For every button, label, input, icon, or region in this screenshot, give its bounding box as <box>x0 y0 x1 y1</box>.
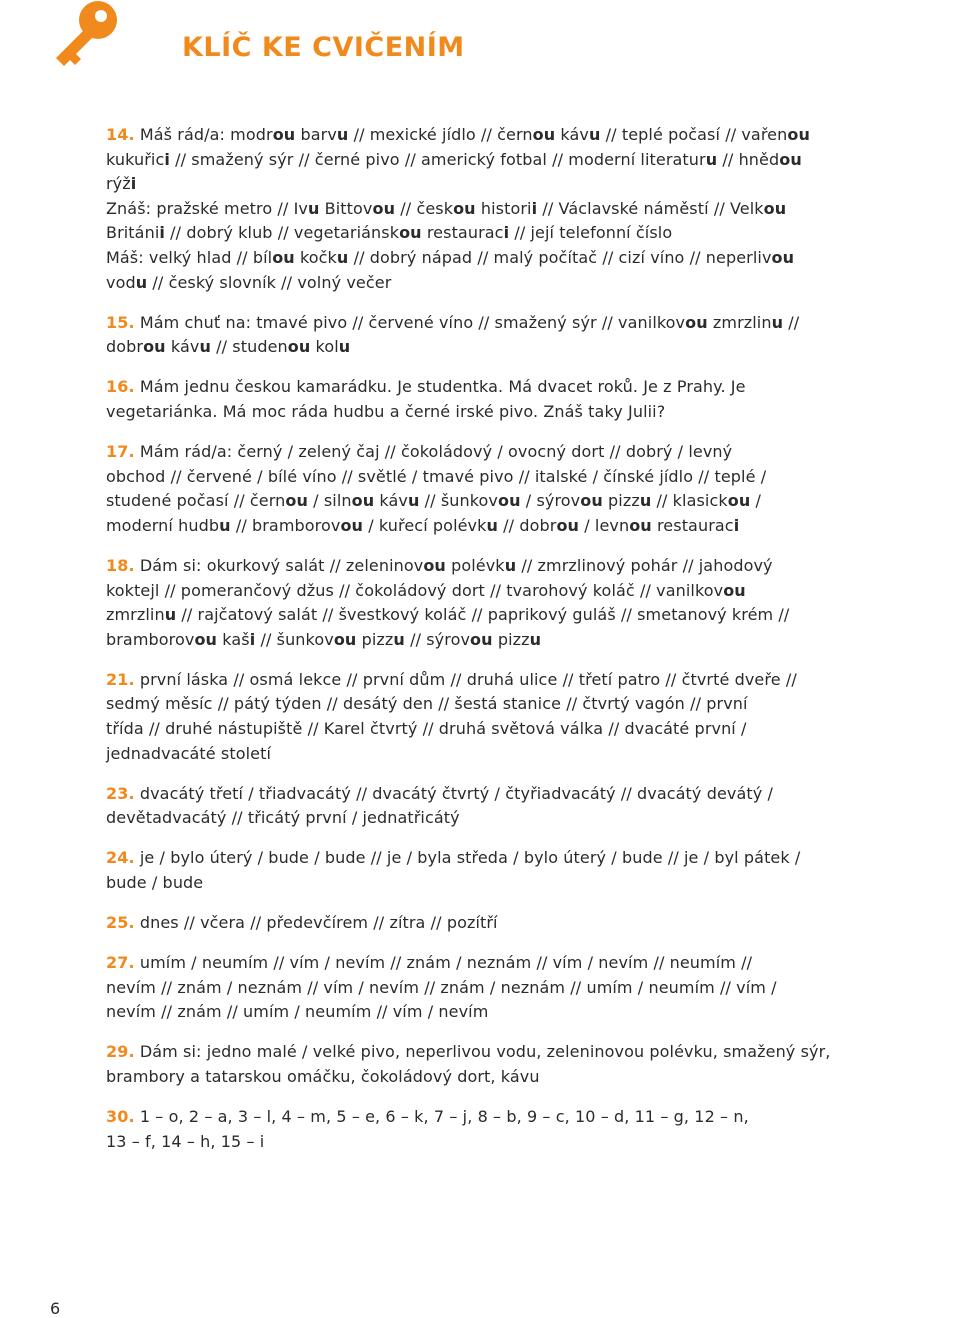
bold-ending: u <box>588 125 601 144</box>
exercise-line: sedmý měsíc // pátý týden // desátý den // šestá stanice // čtvrtý vagón // první <box>106 694 748 714</box>
exercise-line: moderní hudbu // bramborovou / kuřecí polévku // dobrou / levnou restauraci <box>106 515 740 535</box>
exercise-24 <box>106 846 866 895</box>
exercise-30 <box>106 1105 866 1154</box>
bold-ending: u <box>135 272 148 292</box>
exercise-line: kukuřici // smažený sýr // černé pivo // americký fotbal // moderní literaturu // hnědou <box>106 149 802 169</box>
bold-ending: u <box>307 198 320 218</box>
exercise-line: 18. Dám si: okurkový salát // zeleninovou polévku // zmrzlinový pohár // jahodový <box>106 555 773 575</box>
exercise-line: zmrzlinu // rajčatový salát // švestkový koláč // paprikový guláš // smetanový krém // <box>106 605 790 625</box>
bold-ending: i <box>531 198 538 218</box>
bold-ending: ou <box>333 629 357 649</box>
exercise-number: 16. <box>106 377 135 397</box>
exercise-number: 30. <box>106 1107 135 1127</box>
bold-ending: ou <box>532 125 556 144</box>
exercise-line: bude / bude <box>106 872 204 892</box>
exercise-line: rýži <box>106 174 137 194</box>
bold-ending: ou <box>340 515 364 535</box>
bold-ending: ou <box>372 198 396 218</box>
bold-ending: ou <box>272 125 296 144</box>
bold-ending: ou <box>194 629 218 649</box>
bold-ending: ou <box>399 223 422 243</box>
bold-ending: u <box>486 515 498 535</box>
bold-ending: u <box>393 629 405 649</box>
exercise-number: 24. <box>106 848 135 868</box>
exercise-number: 25. <box>106 913 135 933</box>
bold-ending: ou <box>453 198 476 218</box>
exercise-line: nevím // znám / neznám // vím / nevím // znám / neznám // umím / neumím // vím / <box>106 977 777 997</box>
exercise-18 <box>106 554 866 652</box>
bold-ending: ou <box>556 515 580 535</box>
bold-ending: ou <box>470 629 493 649</box>
exercise-line: koktejl // pomerančový džus // čokoládový dort // tvarohový koláč // vanilkovou <box>106 580 746 600</box>
bold-ending: u <box>336 125 349 144</box>
page-title: KLÍČ KE CVIČENÍM <box>182 32 465 63</box>
bold-ending: ou <box>351 491 375 511</box>
bold-ending: ou <box>787 125 810 144</box>
exercise-line: 15. Mám chuť na: tmavé pivo // červené víno // smažený sýr // vanilkovou zmrzlinu // <box>106 312 800 332</box>
bold-ending: u <box>639 491 652 511</box>
exercise-number: 18. <box>106 555 135 575</box>
bold-ending: u <box>771 312 784 332</box>
bold-ending: ou <box>723 580 746 600</box>
exercise-number: 15. <box>106 312 135 332</box>
bold-ending: u <box>529 629 542 649</box>
exercise-line: 13 – f, 14 – h, 15 – i <box>106 1131 265 1151</box>
exercise-line: Británii // dobrý klub // vegetariánskou restauraci // její telefonní číslo <box>106 223 673 243</box>
exercise-line: jednadvacáté století <box>106 743 272 763</box>
exercise-number: 21. <box>106 669 135 689</box>
exercise-line: 27. umím / neumím // vím / nevím // znám / neznám // vím / nevím // neumím // <box>106 953 753 973</box>
bold-ending: i <box>249 629 256 649</box>
exercise-line: Máš: velký hlad // bílou kočku // dobrý nápad // malý počítač // cizí víno // neperlivou <box>106 247 795 267</box>
exercise-line: Znáš: pražské metro // Ivu Bittovou // českou historii // Václavské náměstí // Velkou <box>106 198 787 218</box>
exercise-21 <box>106 668 866 766</box>
bold-ending: i <box>159 223 165 243</box>
exercise-line: 16. Mám jednu českou kamarádku. Je studentka. Má dvacet roků. Je z Prahy. Je <box>106 377 746 397</box>
bold-ending: ou <box>727 491 751 511</box>
bold-ending: i <box>130 174 137 194</box>
exercise-27 <box>106 951 866 1025</box>
bold-ending: ou <box>423 555 446 575</box>
exercise-line: 24. je / bylo úterý / bude / bude // je / byla středa / bylo úterý / bude // je / byl pátek / <box>106 848 801 868</box>
bold-ending: ou <box>771 247 795 267</box>
exercise-23 <box>106 782 866 831</box>
bold-ending: u <box>504 555 517 575</box>
exercise-line: obchod // červené / bílé víno // světlé / tmavé pivo // italské / čínské jídlo // teplé / <box>106 466 767 486</box>
bold-ending: ou <box>580 491 603 511</box>
exercise-line: vodu // český slovník // volný večer <box>106 272 392 292</box>
key-icon <box>48 0 120 70</box>
exercise-line: 17. Mám rád/a: černý / zelený čaj // čokoládový / ovocný dort // dobrý / levný <box>106 442 733 462</box>
exercise-line: vegetariánka. Má moc ráda hudbu a černé irské pivo. Znáš taky Julii? <box>106 401 666 421</box>
exercise-line: 21. první láska // osmá lekce // první dům // druhá ulice // třetí patro // čtvrté dveře // <box>106 669 797 689</box>
exercise-line: bramborovou kaši // šunkovou pizzu // sýrovou pizzu <box>106 629 542 649</box>
exercise-line: třída // druhé nástupiště // Karel čtvrtý // druhá světová válka // dvacáté první / <box>106 718 747 738</box>
exercise-line: 29. Dám si: jedno malé / velké pivo, neperlivou vodu, zeleninovou polévku, smažený sýr, <box>106 1042 831 1062</box>
bold-ending: u <box>164 605 177 625</box>
exercise-line: 23. dvacátý třetí / třiadvacátý // dvacátý čtvrtý / čtyřiadvacátý // dvacátý devátý / <box>106 783 773 803</box>
exercise-number: 23. <box>106 783 135 803</box>
bold-ending: ou <box>143 337 166 357</box>
bold-ending: u <box>705 149 718 169</box>
exercise-17 <box>106 440 866 538</box>
bold-ending: u <box>338 337 351 357</box>
bold-ending: ou <box>629 515 652 535</box>
bold-ending: ou <box>685 312 708 332</box>
exercise-16 <box>106 375 866 424</box>
bold-ending: ou <box>287 337 311 357</box>
bold-ending: ou <box>272 247 295 267</box>
exercise-line: 30. 1 – o, 2 – a, 3 – l, 4 – m, 5 – e, 6 – k, 7 – j, 8 – b, 9 – c, 10 – d, 11 – g, 12 – n, <box>106 1107 749 1127</box>
exercise-number: 29. <box>106 1042 135 1062</box>
page-number: 6 <box>50 1299 61 1318</box>
bold-ending: u <box>407 491 420 511</box>
bold-ending: i <box>164 149 170 169</box>
exercise-number: 27. <box>106 953 135 973</box>
bold-ending: u <box>199 337 211 357</box>
bold-ending: i <box>503 223 510 243</box>
exercise-line: dobrou kávu // studenou kolu <box>106 337 351 357</box>
exercise-line: 25. dnes // včera // předevčírem // zítra // pozítří <box>106 913 498 933</box>
bold-ending: u <box>336 247 349 267</box>
exercise-14 <box>106 123 866 295</box>
exercise-line: brambory a tatarskou omáčku, čokoládový dort, kávu <box>106 1067 540 1086</box>
exercise-25 <box>106 911 866 936</box>
exercise-line: studené počasí // černou / silnou kávu // šunkovou / sýrovou pizzu // klasickou / <box>106 491 762 511</box>
bold-ending: u <box>219 515 231 535</box>
answer-key-list <box>106 123 866 1170</box>
bold-ending: ou <box>779 149 802 169</box>
exercise-number: 17. <box>106 442 135 462</box>
exercise-number: 14. <box>106 125 135 144</box>
exercise-line: 14. Máš rád/a: modrou barvu // mexické jídlo // černou kávu // teplé počasí // vařenou <box>106 125 810 144</box>
exercise-29 <box>106 1040 866 1089</box>
exercise-line: devětadvacátý // třicátý první / jednatřicátý <box>106 808 460 828</box>
bold-ending: i <box>733 515 740 535</box>
bold-ending: ou <box>285 491 308 511</box>
bold-ending: ou <box>498 491 521 511</box>
exercise-15 <box>106 311 866 360</box>
exercise-line: nevím // znám // umím / neumím // vím / nevím <box>106 1002 489 1022</box>
bold-ending: ou <box>763 198 787 218</box>
